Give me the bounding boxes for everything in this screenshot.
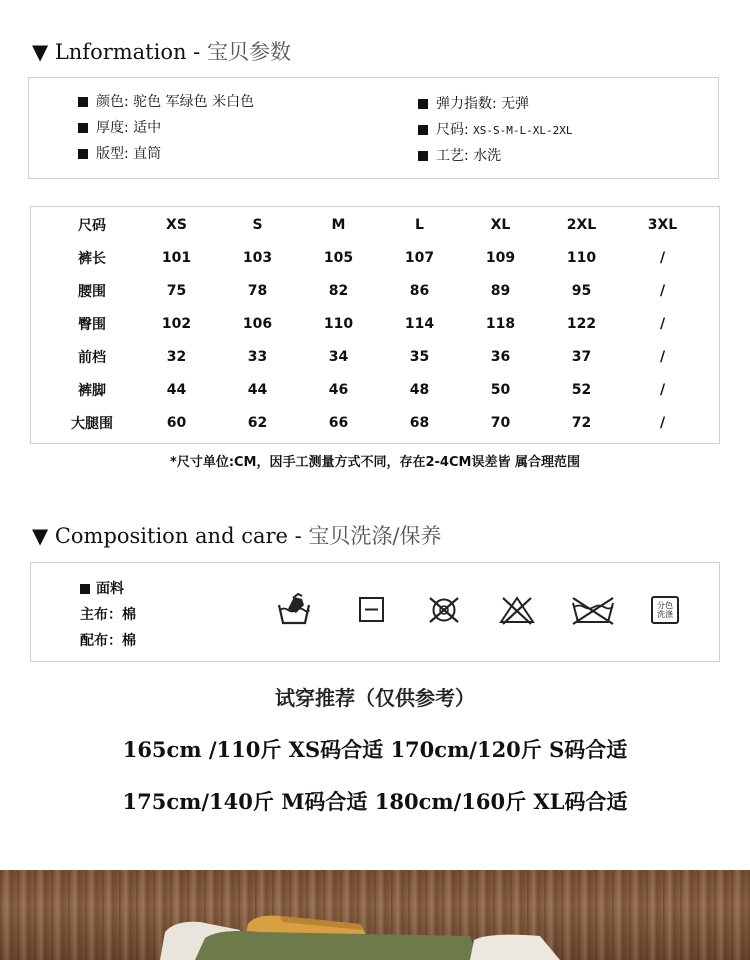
info-item-sizes	[418, 119, 573, 139]
recommendation-title: 试穿推荐（仅供参考）	[275, 686, 475, 710]
table-row	[48, 241, 703, 274]
table-cell: 大腿围	[71, 415, 113, 432]
size-table	[48, 208, 703, 439]
table-cell: 107	[404, 249, 435, 266]
care-title-cn: 宝贝洗涤/保养	[308, 524, 442, 548]
table-cell: 78	[247, 282, 268, 299]
fabric-title-text: 面料	[96, 581, 124, 597]
table-cell: 110	[566, 249, 597, 266]
table-header-cell: XS	[166, 216, 187, 233]
info-label: 尺码:	[436, 122, 469, 138]
table-cell: 50	[490, 381, 511, 398]
table-cell: 102	[161, 315, 192, 332]
table-header-cell: 尺码	[78, 217, 106, 234]
info-item-process	[418, 145, 501, 165]
table-cell: 70	[490, 414, 511, 431]
table-cell: /	[659, 249, 666, 266]
table-cell: /	[659, 381, 666, 398]
table-cell: 裤长	[78, 250, 106, 267]
separate-wash-icon	[651, 596, 679, 624]
separate-wash-label: 分色	[657, 601, 673, 610]
table-cell: 114	[404, 315, 435, 332]
lining-fabric: 配布：棉	[80, 633, 136, 649]
tumble-dry-icon	[352, 593, 392, 627]
table-cell: /	[659, 282, 666, 299]
table-header-cell: M	[331, 216, 346, 233]
table-cell: 臀围	[78, 316, 106, 333]
product-photo	[0, 870, 750, 960]
table-cell: 66	[328, 414, 349, 431]
table-cell: /	[659, 414, 666, 431]
table-cell: 110	[323, 315, 354, 332]
table-cell: 75	[166, 282, 187, 299]
table-cell: 裤脚	[78, 382, 106, 399]
info-value: 无弹	[501, 96, 530, 112]
info-label: 颜色:	[96, 94, 129, 110]
bullet-square-icon	[78, 149, 88, 159]
bullet-square-icon	[418, 125, 428, 135]
table-cell: 95	[571, 282, 592, 299]
table-header-cell: 2XL	[566, 216, 597, 233]
bullet-square-icon	[418, 151, 428, 161]
table-cell: 52	[571, 381, 592, 398]
table-cell: 60	[166, 414, 187, 431]
table-cell: 35	[409, 348, 430, 365]
table-cell: 33	[247, 348, 268, 365]
info-value: 直筒	[133, 146, 162, 162]
table-cell: 68	[409, 414, 430, 431]
info-label: 版型:	[96, 146, 129, 162]
info-label: 弹力指数:	[436, 96, 497, 112]
info-value: 驼色 军绿色 米白色	[133, 94, 255, 110]
size-note: *尺寸单位:CM，因手工测量方式不同，存在2-4CM误差皆 属合理范围	[170, 455, 580, 470]
info-item-fit	[78, 143, 161, 163]
table-row	[48, 373, 703, 406]
bullet-square-icon	[78, 97, 88, 107]
info-section-title	[32, 36, 291, 66]
info-value: 水洗	[473, 148, 502, 164]
table-cell: 34	[328, 348, 349, 365]
table-cell: 72	[571, 414, 592, 431]
table-cell: 32	[166, 348, 187, 365]
info-label: 工艺:	[436, 148, 469, 164]
table-cell: 89	[490, 282, 511, 299]
info-title-cn: 宝贝参数	[206, 40, 291, 64]
care-section-title	[32, 520, 441, 550]
table-cell: 36	[490, 348, 511, 365]
table-cell: 118	[485, 315, 516, 332]
info-item-color	[78, 91, 254, 111]
table-cell: 106	[242, 315, 273, 332]
separate-wash-label: 洗涤	[657, 610, 673, 619]
no-bleach-triangle-icon	[497, 593, 537, 627]
info-value: XS-S-M-L-XL-2XL	[473, 124, 573, 137]
info-label: 厚度:	[96, 120, 129, 136]
table-cell: 86	[409, 282, 430, 299]
table-cell: 103	[242, 249, 273, 266]
no-bleach-circle-icon	[424, 593, 464, 627]
table-cell: 82	[328, 282, 349, 299]
info-value: 适中	[133, 120, 162, 136]
info-item-thickness	[78, 117, 161, 137]
table-cell: 前档	[78, 349, 106, 366]
table-cell: 122	[566, 315, 597, 332]
bullet-square-icon	[78, 123, 88, 133]
table-cell: 37	[571, 348, 592, 365]
fabric-title	[80, 578, 124, 598]
table-cell: 101	[161, 249, 192, 266]
no-wash-icon	[570, 593, 616, 627]
table-cell: /	[659, 348, 666, 365]
table-cell: 105	[323, 249, 354, 266]
table-cell: 62	[247, 414, 268, 431]
table-cell: 44	[166, 381, 187, 398]
recommendation-line-1: 165cm /110斤 XS码合适 170cm/120斤 S码合适	[122, 737, 628, 762]
table-header-row	[48, 208, 703, 241]
table-header-cell: XL	[490, 216, 511, 233]
table-row	[48, 307, 703, 340]
recommendation-line-2: 175cm/140斤 M码合适 180cm/160斤 XL码合适	[122, 789, 628, 814]
table-header-cell: 3XL	[647, 216, 678, 233]
hand-wash-icon	[274, 593, 314, 627]
table-cell: 48	[409, 381, 430, 398]
info-item-elasticity	[418, 93, 529, 113]
table-cell: 44	[247, 381, 268, 398]
bullet-square-icon	[80, 584, 90, 594]
table-header-cell: L	[415, 216, 424, 233]
table-row	[48, 340, 703, 373]
table-cell: 腰围	[78, 283, 106, 300]
table-row	[48, 406, 703, 439]
main-fabric: 主布：棉	[80, 607, 136, 623]
info-title-en: ▼ Lnformation -	[32, 40, 207, 64]
folded-pants-image	[0, 870, 750, 960]
table-cell: 46	[328, 381, 349, 398]
table-cell: 109	[485, 249, 516, 266]
care-title-en: ▼ Composition and care -	[32, 524, 309, 548]
table-cell: /	[659, 315, 666, 332]
bullet-square-icon	[418, 99, 428, 109]
table-header-cell: S	[252, 216, 263, 233]
table-row	[48, 274, 703, 307]
